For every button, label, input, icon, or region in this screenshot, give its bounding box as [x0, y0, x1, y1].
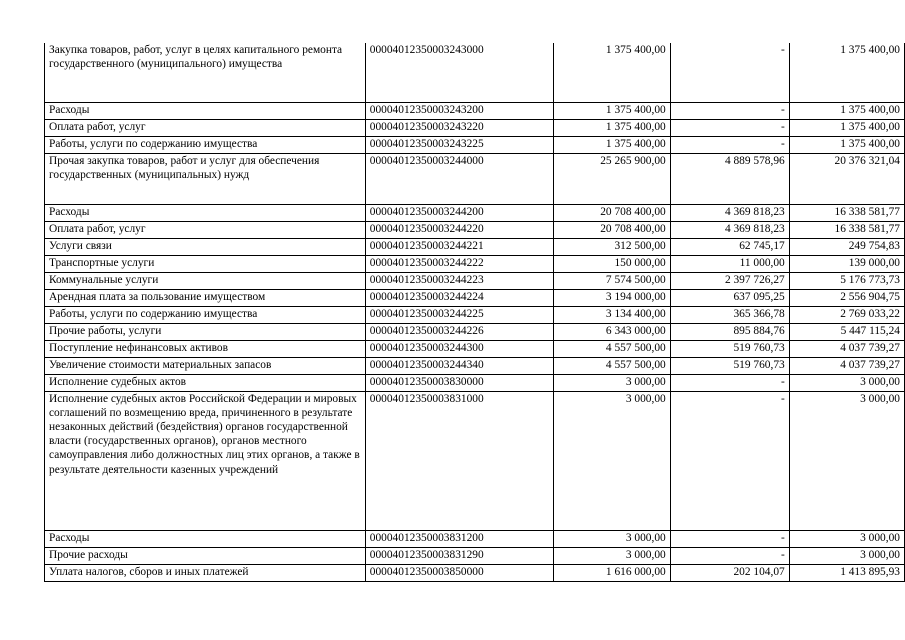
row-rest: 3 000,00: [789, 547, 904, 564]
row-plan: 6 343 000,00: [553, 323, 670, 340]
row-code: 00004012350003244300: [365, 340, 553, 357]
row-code: 00004012350003243225: [365, 136, 553, 153]
row-rest: 16 338 581,77: [789, 221, 904, 238]
table-row: [45, 374, 905, 391]
row-plan: 1 375 400,00: [553, 43, 670, 102]
row-code: 00004012350003831000: [365, 391, 553, 530]
table-row: [45, 272, 905, 289]
table-row: [45, 391, 905, 530]
row-rest: 1 413 895,93: [789, 564, 904, 581]
row-exec: -: [670, 136, 789, 153]
row-exec: -: [670, 374, 789, 391]
table-row: [45, 340, 905, 357]
row-exec: -: [670, 391, 789, 530]
row-plan: 312 500,00: [553, 238, 670, 255]
row-plan: 3 000,00: [553, 391, 670, 530]
row-code: 00004012350003831200: [365, 530, 553, 547]
row-name: Исполнение судебных актов Российской Федерации и мировых соглашений по возмещению вреда, причиненного в результате незаконных действий (бездействия) органов государственной власти (государственных органов), органов местного самоуправления либо должностных лиц этих органов, а также в результате деятельности казенных учреждений: [45, 391, 366, 530]
row-exec: 2 397 726,27: [670, 272, 789, 289]
row-plan: 25 265 900,00: [553, 153, 670, 204]
row-plan: 3 134 400,00: [553, 306, 670, 323]
row-code: 00004012350003244340: [365, 357, 553, 374]
row-code: 00004012350003244221: [365, 238, 553, 255]
row-code: 00004012350003244224: [365, 289, 553, 306]
row-plan: 3 194 000,00: [553, 289, 670, 306]
row-exec: -: [670, 530, 789, 547]
row-name: Расходы: [45, 204, 366, 221]
table-row: [45, 43, 905, 102]
row-name: Расходы: [45, 102, 366, 119]
row-exec: 4 889 578,96: [670, 153, 789, 204]
row-exec: 637 095,25: [670, 289, 789, 306]
row-name: Поступление нефинансовых активов: [45, 340, 366, 357]
row-rest: 249 754,83: [789, 238, 904, 255]
row-plan: 4 557 500,00: [553, 340, 670, 357]
row-code: 00004012350003244223: [365, 272, 553, 289]
row-rest: 3 000,00: [789, 530, 904, 547]
row-rest: 20 376 321,04: [789, 153, 904, 204]
row-code: 00004012350003244222: [365, 255, 553, 272]
row-exec: 202 104,07: [670, 564, 789, 581]
row-name: Работы, услуги по содержанию имущества: [45, 136, 366, 153]
row-rest: 1 375 400,00: [789, 43, 904, 102]
row-exec: 4 369 818,23: [670, 204, 789, 221]
row-rest: 4 037 739,27: [789, 340, 904, 357]
row-code: 00004012350003244226: [365, 323, 553, 340]
row-code: 00004012350003243200: [365, 102, 553, 119]
table-row: [45, 136, 905, 153]
table-row: [45, 530, 905, 547]
row-exec: 11 000,00: [670, 255, 789, 272]
row-plan: 1 375 400,00: [553, 119, 670, 136]
table-row: [45, 323, 905, 340]
row-exec: 895 884,76: [670, 323, 789, 340]
row-name: Исполнение судебных актов: [45, 374, 366, 391]
row-name: Закупка товаров, работ, услуг в целях капитального ремонта государственного (муниципального) имущества: [45, 43, 366, 102]
row-rest: 139 000,00: [789, 255, 904, 272]
row-plan: 3 000,00: [553, 374, 670, 391]
row-rest: 3 000,00: [789, 374, 904, 391]
table-row: [45, 564, 905, 581]
row-name: Уплата налогов, сборов и иных платежей: [45, 564, 366, 581]
row-rest: 1 375 400,00: [789, 102, 904, 119]
row-exec: 519 760,73: [670, 357, 789, 374]
row-plan: 4 557 500,00: [553, 357, 670, 374]
table-row: [45, 357, 905, 374]
row-exec: 519 760,73: [670, 340, 789, 357]
row-exec: -: [670, 119, 789, 136]
row-plan: 20 708 400,00: [553, 204, 670, 221]
row-exec: -: [670, 102, 789, 119]
row-plan: 1 375 400,00: [553, 102, 670, 119]
table-row: [45, 153, 905, 204]
row-name: Расходы: [45, 530, 366, 547]
row-rest: 4 037 739,27: [789, 357, 904, 374]
row-name: Прочие работы, услуги: [45, 323, 366, 340]
row-plan: 3 000,00: [553, 530, 670, 547]
row-code: 00004012350003850000: [365, 564, 553, 581]
row-name: Прочая закупка товаров, работ и услуг для обеспечения государственных (муниципальных) нужд: [45, 153, 366, 204]
row-code: 00004012350003243000: [365, 43, 553, 102]
row-rest: 5 176 773,73: [789, 272, 904, 289]
row-code: 00004012350003830000: [365, 374, 553, 391]
row-code: 00004012350003244000: [365, 153, 553, 204]
row-rest: 16 338 581,77: [789, 204, 904, 221]
table-row: [45, 204, 905, 221]
row-rest: 1 375 400,00: [789, 136, 904, 153]
row-exec: 4 369 818,23: [670, 221, 789, 238]
row-name: Оплата работ, услуг: [45, 221, 366, 238]
row-code: 00004012350003244225: [365, 306, 553, 323]
row-name: Арендная плата за пользование имуществом: [45, 289, 366, 306]
row-code: 00004012350003244200: [365, 204, 553, 221]
row-plan: 1 375 400,00: [553, 136, 670, 153]
row-code: 00004012350003243220: [365, 119, 553, 136]
table-row: [45, 119, 905, 136]
row-rest: 2 769 033,22: [789, 306, 904, 323]
row-code: 00004012350003244220: [365, 221, 553, 238]
row-name: Работы, услуги по содержанию имущества: [45, 306, 366, 323]
table-row: [45, 289, 905, 306]
row-name: Увеличение стоимости материальных запасов: [45, 357, 366, 374]
table-row: [45, 221, 905, 238]
row-name: Коммунальные услуги: [45, 272, 366, 289]
row-code: 00004012350003831290: [365, 547, 553, 564]
table-row: [45, 102, 905, 119]
row-plan: 3 000,00: [553, 547, 670, 564]
row-name: Транспортные услуги: [45, 255, 366, 272]
row-exec: -: [670, 547, 789, 564]
row-name: Услуги связи: [45, 238, 366, 255]
table-row: [45, 306, 905, 323]
row-plan: 150 000,00: [553, 255, 670, 272]
row-rest: 1 375 400,00: [789, 119, 904, 136]
row-rest: 5 447 115,24: [789, 323, 904, 340]
row-name: Оплата работ, услуг: [45, 119, 366, 136]
budget-execution-table: [44, 43, 905, 582]
row-plan: 20 708 400,00: [553, 221, 670, 238]
row-plan: 7 574 500,00: [553, 272, 670, 289]
row-plan: 1 616 000,00: [553, 564, 670, 581]
row-exec: -: [670, 43, 789, 102]
row-name: Прочие расходы: [45, 547, 366, 564]
row-rest: 2 556 904,75: [789, 289, 904, 306]
row-exec: 365 366,78: [670, 306, 789, 323]
row-exec: 62 745,17: [670, 238, 789, 255]
table-row: [45, 255, 905, 272]
row-rest: 3 000,00: [789, 391, 904, 530]
table-row: [45, 238, 905, 255]
table-row: [45, 547, 905, 564]
